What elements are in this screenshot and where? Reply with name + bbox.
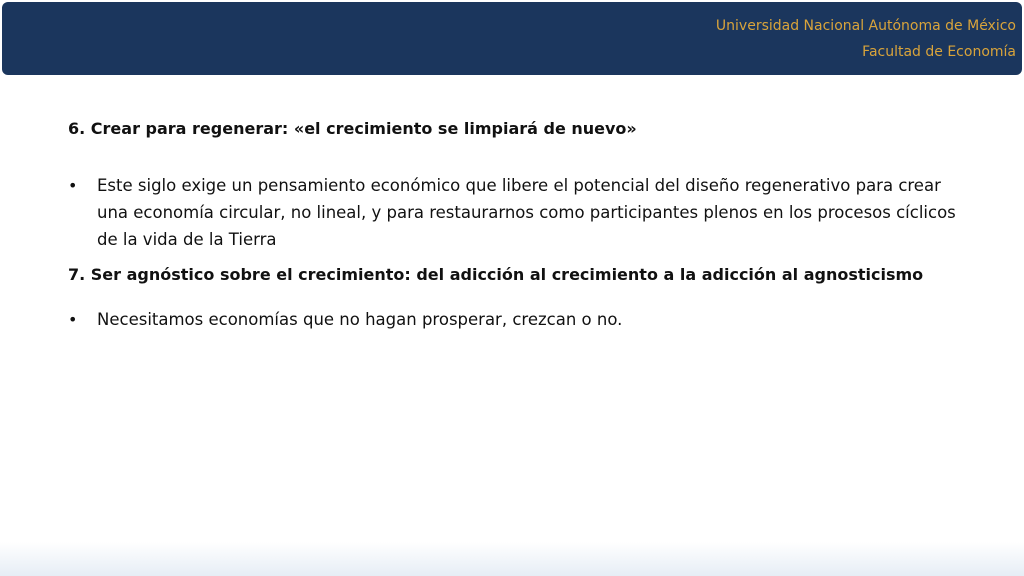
institution-name: Universidad Nacional Autónoma de México	[715, 18, 1016, 34]
bullet-symbol: •	[68, 176, 78, 195]
header-bar	[2, 2, 1022, 75]
section-heading-7: 7. Ser agnóstico sobre el crecimiento: del adicción al crecimiento a la adicción al agnosticismo	[68, 265, 924, 284]
header-text	[716, 13, 1016, 65]
faculty-name: Facultad de Economía	[862, 44, 1016, 60]
section-heading-6: 6. Crear para regenerar: «el crecimiento se limpiará de nuevo»	[68, 119, 637, 138]
bullet-item	[68, 306, 968, 333]
bullet-item	[68, 172, 968, 253]
bullet-text: Este siglo exige un pensamiento económico que libere el potencial del diseño regenerativo para crear una economía circular, no lineal, y para restaurarnos como participantes plenos en los procesos cíclicos de la vida de la Tierra	[97, 176, 956, 249]
footer-gradient	[0, 542, 1024, 576]
bullet-text: Necesitamos economías que no hagan prosperar, crezcan o no.	[97, 310, 623, 329]
slide-content	[68, 116, 968, 333]
bullet-symbol: •	[68, 310, 78, 329]
